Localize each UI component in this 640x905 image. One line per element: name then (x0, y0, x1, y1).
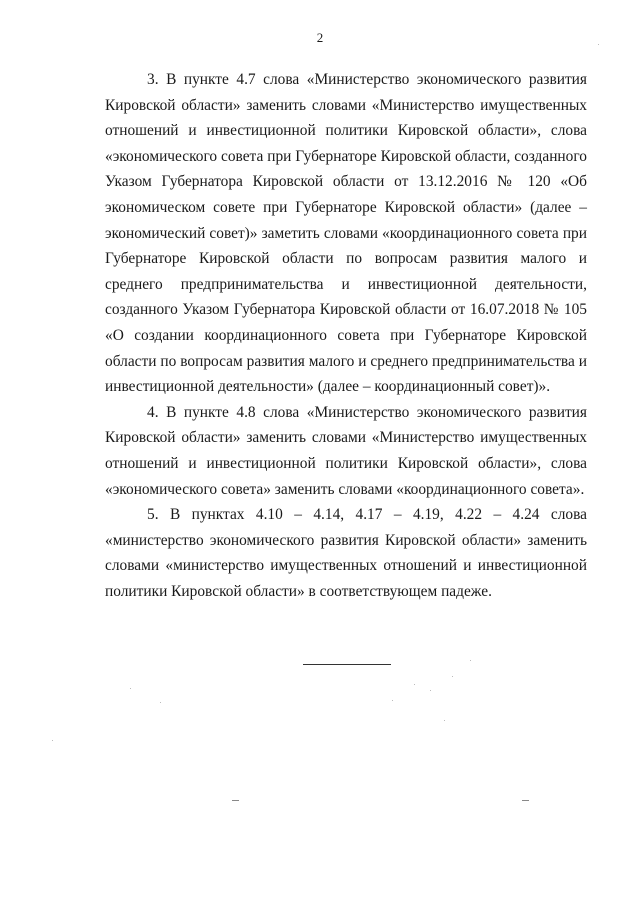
scan-dot (414, 684, 415, 685)
paragraph-item-5: 5. В пунктах 4.10 – 4.14, 4.17 – 4.19, 4.22 – 4.24 слова «министерство экономического развития Кировской области» заменить словами «министерство имущественных отношений и инвестиционной политики Кировской области» в соответствующем падеже. (105, 506, 587, 600)
paragraph-item-3: 3. В пункте 4.7 слова «Министерство экономического развития Кировской области» заменить словами «Министерство имущественных отношений и инвестиционной политики Кировской области», слова «экономического совета при Губернаторе Кировской области, созданного Указом Губернатора Кировской области от 13.12.2016 № 120 «Об экономическом совете при Губернаторе Кировской области» (далее – экономический совет)» заметить словами «координационного совета при Губернаторе Кировской области по вопросам развития малого и среднего предпринимательства и инвестиционной деятельности, созданного Указом Губернатора Кировской области от 16.07.2018 № 105 «О создании координационного совета при Губернаторе Кировской области по вопросам развития малого и среднего предпринимательства и инвестиционной деятельности» (далее – координационный совет)». (105, 71, 587, 396)
scan-dot (130, 688, 131, 689)
scan-dot (430, 690, 431, 691)
document-body (105, 67, 587, 604)
end-divider-line (303, 664, 391, 665)
scan-dot (470, 660, 471, 661)
scan-dot (52, 740, 53, 741)
scan-dot (444, 720, 445, 721)
page-number: 2 (316, 30, 324, 45)
scan-dot (392, 700, 393, 701)
scan-dot (598, 44, 599, 45)
scan-mark-right (522, 800, 529, 801)
scan-dot (452, 676, 453, 677)
scan-dot (160, 702, 161, 703)
scan-mark-left (232, 800, 239, 801)
paragraph-item-4: 4. В пункте 4.8 слова «Министерство экономического развития Кировской области» заменить словами «Министерство имущественных отношений и инвестиционной политики Кировской области», слова «экономического совета» заменить словами «координационного совета». (105, 403, 587, 498)
